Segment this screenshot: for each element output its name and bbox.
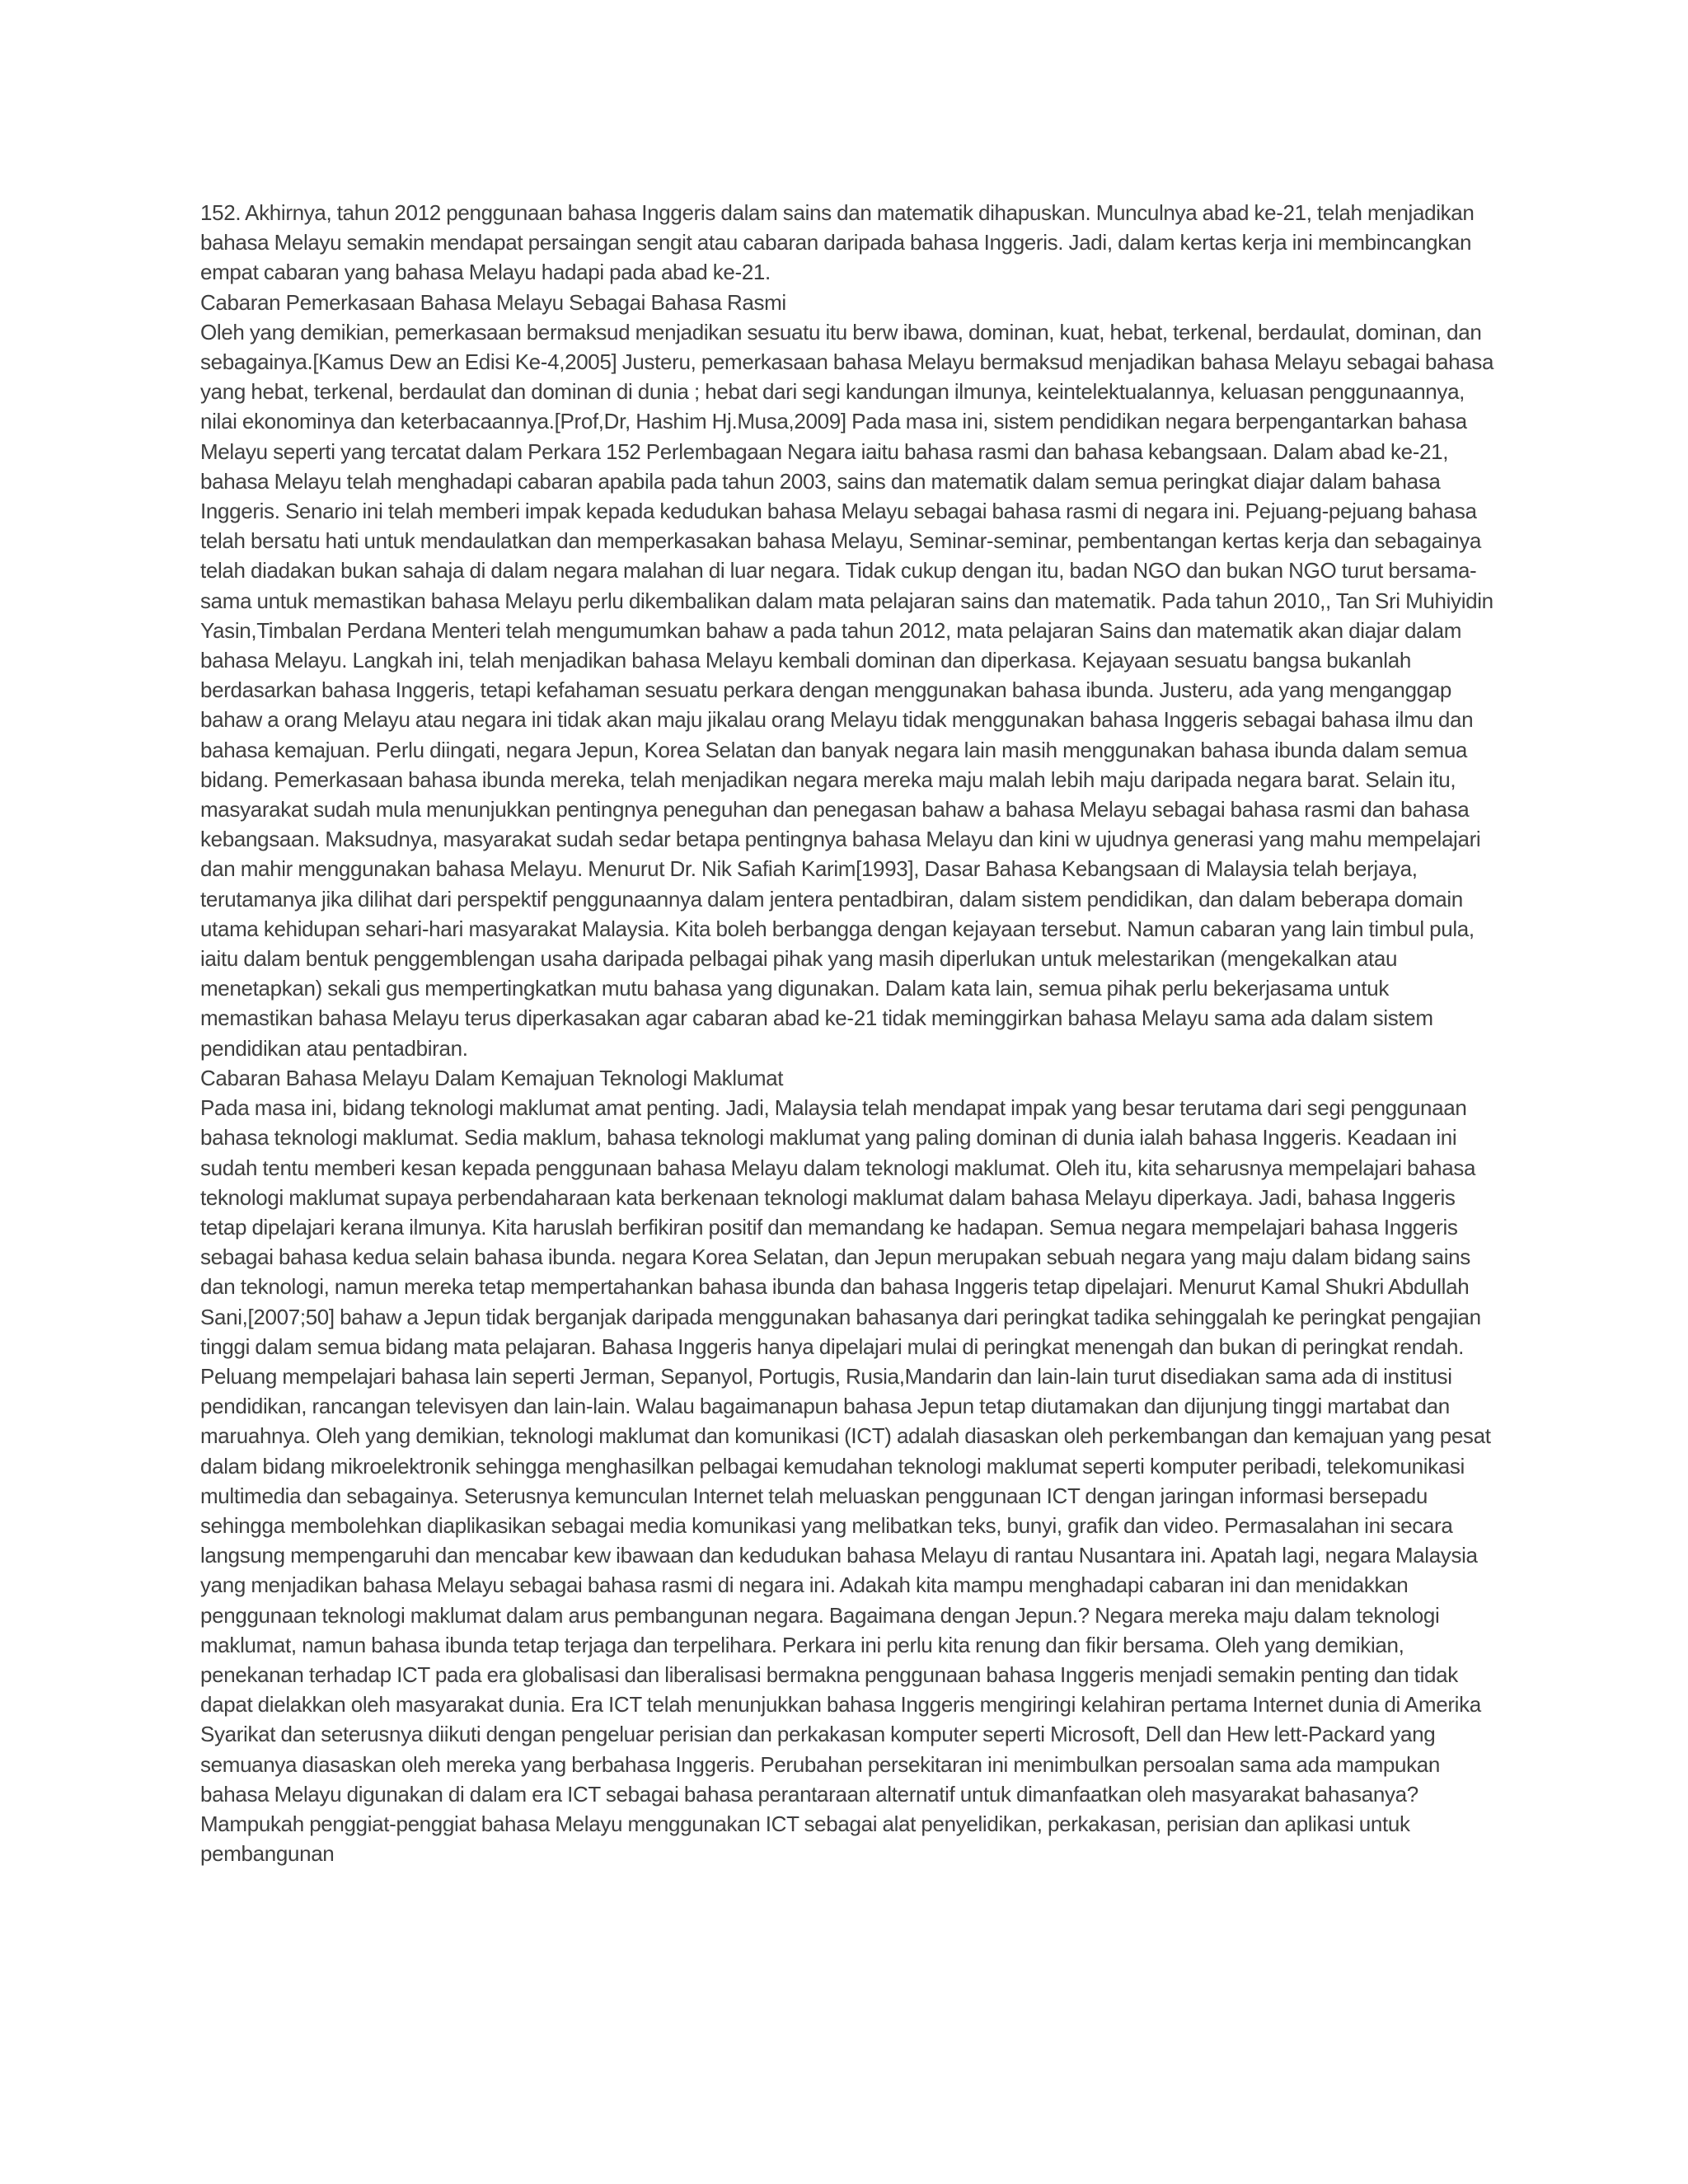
section-paragraph-teknologi-maklumat: Pada masa ini, bidang teknologi maklumat amat penting. Jadi, Malaysia telah mendapat impak yang besar terutama dari segi penggunaan bahasa teknologi maklumat. Sedia maklum, bahasa teknologi maklumat yang paling dominan di dunia ialah bahasa Inggeris. Keadaan ini sudah tentu memberi kesan kepada penggunaan bahasa Melayu dalam teknologi maklumat. Oleh itu, kita seharusnya mempelajari bahasa teknologi maklumat supaya perbendaharaan kata berkenaan teknologi maklumat dalam bahasa Melayu diperkaya. Jadi, bahasa Inggeris tetap dipelajari kerana ilmunya. Kita haruslah berfikiran positif dan memandang ke hadapan. Semua negara mempelajari bahasa Inggeris sebagai bahasa kedua selain bahasa ibunda. negara Korea Selatan, dan Jepun merupakan sebuah negara yang maju dalam bidang sains dan teknologi, namun mereka tetap mempertahankan bahasa ibunda dan bahasa Inggeris tetap dipelajari. Menurut Kamal Shukri Abdullah Sani,[2007;50] bahaw a Jepun tidak berganjak daripada menggunakan bahasanya dari peringkat tadika sehinggalah ke peringkat pengajian tinggi dalam semua bidang mata pelajaran. Bahasa Inggeris hanya dipelajari mulai di peringkat menengah dan bukan di peringkat rendah. Peluang mempelajari bahasa lain seperti Jerman, Sepanyol, Portugis, Rusia,Mandarin dan lain-lain turut disediakan sama ada di institusi pendidikan, rancangan televisyen dan lain-lain. Walau bagaimanapun bahasa Jepun tetap diutamakan dan dijunjung tinggi martabat dan maruahnya. Oleh yang demikian, teknologi maklumat dan komunikasi (ICT) adalah diasaskan oleh perkembangan dan kemajuan yang pesat dalam bidang mikroelektronik sehingga menghasilkan pelbagai kemudahan teknologi maklumat seperti komputer peribadi, telekomunikasi multimedia dan sebagainya. Seterusnya kemunculan Internet telah meluaskan penggunaan ICT dengan jaringan informasi bersepadu sehingga membolehkan diaplikasikan sebagai media komunikasi yang melibatkan teks, bunyi, grafik dan video. Permasalahan ini secara langsung mempengaruhi dan mencabar kew ibawaan dan kedudukan bahasa Melayu di rantau Nusantara ini. Apatah lagi, negara Malaysia yang menjadikan bahasa Melayu sebagai bahasa rasmi di negara ini. Adakah kita mampu menghadapi cabaran ini dan menidakkan penggunaan teknologi maklumat dalam arus pembangunan negara. Bagaimana dengan Jepun.? Negara mereka maju dalam teknologi maklumat, namun bahasa ibunda tetap terjaga dan terpelihara. Perkara ini perlu kita renung dan fikir bersama. Oleh yang demikian, penekanan terhadap ICT pada era globalisasi dan liberalisasi bermakna penggunaan bahasa Inggeris menjadi semakin penting dan tidak dapat dielakkan oleh masyarakat dunia. Era ICT telah menunjukkan bahasa Inggeris mengiringi kelahiran pertama Internet dunia di Amerika Syarikat dan seterusnya diikuti dengan pengeluar perisian dan perkakasan komputer seperti Microsoft, Dell dan Hew lett-Packard yang semuanya diasaskan oleh mereka yang berbahasa Inggeris. Perubahan persekitaran ini menimbulkan persoalan sama ada mampukan bahasa Melayu digunakan di dalam era ICT sebagai bahasa perantaraan alternatif untuk dimanfaatkan oleh masyarakat bahasanya? Mampukah penggiat-penggiat bahasa Melayu menggunakan ICT sebagai alat penyelidikan, perkakasan, perisian dan aplikasi untuk pembangunan bbox=[200, 1095, 1491, 1867]
section-paragraph-pemerkasaan: Oleh yang demikian, pemerkasaan bermaksud menjadikan sesuatu itu berw ibawa, dominan, kuat, hebat, terkenal, berdaulat, dominan, dan sebagainya.[Kamus Dew an Edisi Ke-4,2005] Justeru, pemerkasaan bahasa Melayu bermaksud menjadikan bahasa Melayu sebagai bahasa yang hebat, terkenal, berdaulat dan dominan di dunia ; hebat dari segi kandungan ilmunya, keintelektualannya, keluasan penggunaannya, nilai ekonominya dan keterbacaannya.[Prof,Dr, Hashim Hj.Musa,2009] Pada masa ini, sistem pendidikan negara berpengantarkan bahasa Melayu seperti yang tercatat dalam Perkara 152 Perlembagaan Negara iaitu bahasa rasmi dan bahasa kebangsaan. Dalam abad ke-21, bahasa Melayu telah menghadapi cabaran apabila pada tahun 2003, sains dan matematik dalam semua peringkat diajar dalam bahasa Inggeris. Senario ini telah memberi impak kepada kedudukan bahasa Melayu sebagai bahasa rasmi di negara ini. Pejuang-pejuang bahasa telah bersatu hati untuk mendaulatkan dan memperkasakan bahasa Melayu, Seminar-seminar, pembentangan kertas kerja dan sebagainya telah diadakan bukan sahaja di dalam negara malahan di luar negara. Tidak cukup dengan itu, badan NGO dan bukan NGO turut bersama-sama untuk memastikan bahasa Melayu perlu dikembalikan dalam mata pelajaran sains dan matematik. Pada tahun 2010,, Tan Sri Muhiyidin Yasin,Timbalan Perdana Menteri telah mengumumkan bahaw a pada tahun 2012, mata pelajaran Sains dan matematik akan diajar dalam bahasa Melayu. Langkah ini, telah menjadikan bahasa Melayu kembali dominan dan diperkasa. Kejayaan sesuatu bangsa bukanlah berdasarkan bahasa Inggeris, tetapi kefahaman sesuatu perkara dengan menggunakan bahasa ibunda. Justeru, ada yang menganggap bahaw a orang Melayu atau negara ini tidak akan maju jikalau orang Melayu tidak menggunakan bahasa Inggeris sebagai bahasa ilmu dan bahasa kemajuan. Perlu diingati, negara Jepun, Korea Selatan dan banyak negara lain masih menggunakan bahasa ibunda dalam semua bidang. Pemerkasaan bahasa ibunda mereka, telah menjadikan negara mereka maju malah lebih maju daripada negara barat. Selain itu, masyarakat sudah mula menunjukkan pentingnya peneguhan dan penegasan bahaw a bahasa Melayu sebagai bahasa rasmi dan bahasa kebangsaan. Maksudnya, masyarakat sudah sedar betapa pentingnya bahasa Melayu dan kini w ujudnya generasi yang mahu mempelajari dan mahir menggunakan bahasa Melayu. Menurut Dr. Nik Safiah Karim[1993], Dasar Bahasa Kebangsaan di Malaysia telah berjaya, terutamanya jika dilihat dari perspektif penggunaannya dalam jentera pentadbiran, dalam sistem pendidikan, dan dalam beberapa domain utama kehidupan sehari-hari masyarakat Malaysia. Kita boleh berbangga dengan kejayaan tersebut. Namun cabaran yang lain timbul pula, iaitu dalam bentuk penggemblengan usaha daripada pelbagai pihak yang masih diperlukan untuk melestarikan (mengekalkan atau menetapkan) sekali gus mempertingkatkan mutu bahasa yang digunakan. Dalam kata lain, semua pihak perlu bekerjasama untuk memastikan bahasa Melayu terus diperkasakan agar cabaran abad ke-21 tidak meminggirkan bahasa Melayu sama ada dalam sistem pendidikan atau pentadbiran. bbox=[200, 319, 1494, 1061]
document-body bbox=[200, 198, 1503, 1868]
intro-paragraph: 152. Akhirnya, tahun 2012 penggunaan bahasa Inggeris dalam sains dan matematik dihapuskan. Munculnya abad ke-21, telah menjadikan bahasa Melayu semakin mendapat persaingan sengit atau cabaran daripada bahasa Inggeris. Jadi, dalam kertas kerja ini membincangkan empat cabaran yang bahasa Melayu hadapi pada abad ke-21. bbox=[200, 200, 1475, 285]
section-heading-pemerkasaan: Cabaran Pemerkasaan Bahasa Melayu Sebagai Bahasa Rasmi bbox=[200, 289, 786, 315]
section-heading-teknologi-maklumat: Cabaran Bahasa Melayu Dalam Kemajuan Teknologi Maklumat bbox=[200, 1065, 784, 1090]
